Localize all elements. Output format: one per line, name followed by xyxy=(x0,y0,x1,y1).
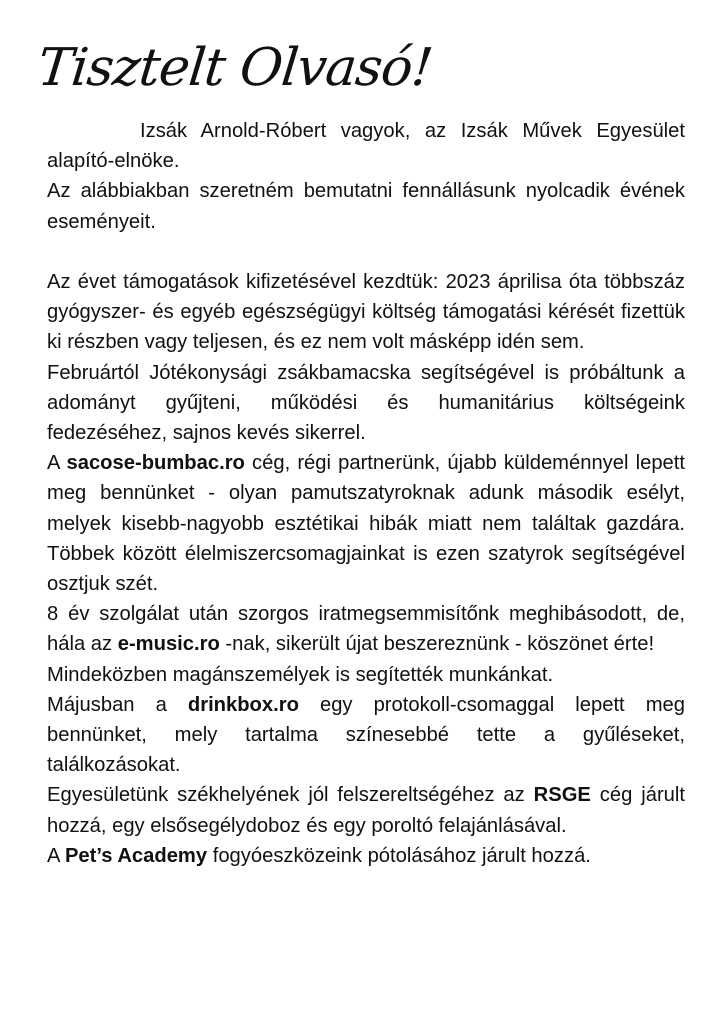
text-segment: cég, régi partnerünk, újabb küldeménnyel lepett meg bennünket - olyan pamutszatyroknak adunk második esélyt, melyek kisebb-nagyobb esztétikai hibák miatt nem találtak gazdára. Többek között élelmiszercsomagjainkat is ezen szatyrok segítségével osztjuk szét. xyxy=(47,452,686,596)
text-segment: cég járult hozzá, egy elsősegélydoboz és egy poroltó felajánlásával. xyxy=(47,784,686,837)
paragraph-private: Mindeközben magánszemélyek is segítették munkánkat. xyxy=(47,663,554,686)
paragraph-spacer xyxy=(47,237,685,267)
letter-title: Tisztelt Olvasó! xyxy=(34,38,435,98)
sponsor-name-emusic: e-music.ro xyxy=(117,633,220,656)
sponsor-name-drinkbox: drinkbox.ro xyxy=(187,693,299,716)
paragraph-sacose xyxy=(47,448,685,599)
text-segment: Májusban a xyxy=(47,693,188,716)
paragraph-grabbag: Februártól Jótékonysági zsákbamacska segítségével is próbáltunk a adományt gyűjteni, működési és humanitárius költségeink fedezéséhez, sajnos kevés sikerrel. xyxy=(47,361,685,445)
text-segment: A xyxy=(47,844,65,867)
text-segment: A xyxy=(47,452,67,475)
text-segment: -nak, sikerült újat beszereznünk - köszönet érte! xyxy=(219,633,655,656)
sponsor-name-petsacademy: Pet’s Academy xyxy=(64,844,208,867)
sponsor-name-sacose: sacose-bumbac.ro xyxy=(66,452,245,475)
text-segment: egy protokoll-csomaggal lepett meg bennünket, mely tartalma színesebbé tette a gyűléseket, találkozásokat. xyxy=(47,693,685,777)
paragraph-rsge xyxy=(47,780,685,840)
paragraph-intro: Izsák Arnold-Róbert vagyok, az Izsák Művek Egyesület alapító-elnöke. xyxy=(47,120,685,173)
paragraph-support: Az évet támogatások kifizetésével kezdtük: 2023 áprilisa óta többszáz gyógyszer- és egyéb egészségügyi költség támogatási kérését fizettük ki részben vagy teljesen, és ez nem volt másképp idén sem. xyxy=(47,271,685,354)
text-segment: 8 év szolgálat után szorgos iratmegsemmisítőnk meghibásodott, de, hála az xyxy=(47,603,685,656)
sponsor-name-rsge: RSGE xyxy=(533,784,591,807)
text-segment: Egyesületünk székhelyének jól felszereltségéhez az xyxy=(47,784,534,807)
paragraph-overview: Az alábbiakban szeretném bemutatni fennállásunk nyolcadik évének eseményeit. xyxy=(47,180,685,233)
paragraph-drinkbox xyxy=(47,690,685,781)
paragraph-petsacademy xyxy=(47,841,685,871)
text-segment: fogyóeszközeink pótolásához járult hozzá. xyxy=(207,844,591,867)
letter-body xyxy=(47,116,685,871)
paragraph-emusic xyxy=(47,599,685,659)
